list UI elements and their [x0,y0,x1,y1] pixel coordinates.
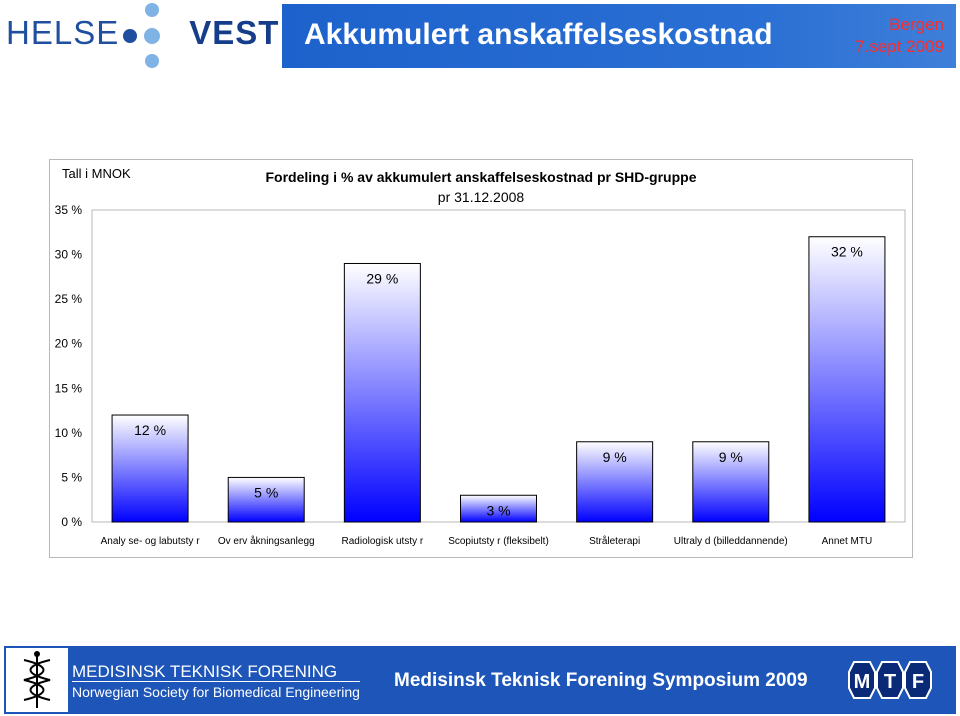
x-category-label: Stråleterapi [589,536,641,547]
data-label: 9 % [602,448,627,465]
data-label: 3 % [486,502,511,519]
org-name-no: MEDISINSK TEKNISK FORENING [72,662,338,681]
caduceus-emblem-icon [6,648,68,712]
mtf-logo-letter: F [911,671,925,693]
mtf-logo-icon [844,658,934,702]
bar-chart [50,160,912,557]
y-tick-label: 35 % [54,203,82,217]
bar [344,263,420,522]
y-tick-label: 0 % [61,515,82,529]
x-category-label: Radiologisk utsty r [341,536,424,547]
chart-subtitle: pr 31.12.2008 [437,189,525,205]
place-text: Bergen [889,15,944,34]
data-label: 32 % [830,243,863,260]
data-label: 29 % [366,270,399,287]
x-category-label: Scopiutsty r (fleksibelt) [448,536,549,547]
helse-vest-logo [0,0,285,72]
mtf-logo-letter: T [883,671,897,693]
y-tick-label: 10 % [54,425,82,440]
chart-frame [49,159,913,558]
org-name [72,662,360,702]
org-name-en: Norwegian Society for Biomedical Engineering [72,681,360,702]
chart-title: Fordeling i % av akkumulert anskaffelseskostnad pr SHD-gruppe [265,169,697,185]
header [0,0,960,72]
page-title: Akkumulert anskaffelseskostnad [304,18,773,51]
plot-area [55,203,905,547]
y-tick-label: 15 % [54,381,82,396]
plot-border [92,210,905,522]
logo-dots-icon [118,0,178,72]
logo-text-right: VEST [189,14,280,51]
x-category-label: Analy se- og labutsty r [100,536,200,547]
x-category-label: Ov erv åkningsanlegg [217,536,315,547]
logo-text-left: HELSE [6,14,120,51]
mtf-logo-letter: M [853,671,871,693]
y-tick-label: 20 % [54,336,82,351]
title-bar [282,4,956,68]
unit-note: Tall i MNOK [62,166,131,181]
data-label: 9 % [718,448,743,465]
place-date [855,14,944,58]
footer [4,646,956,714]
x-category-label: Ultraly d (billeddannende) [673,536,788,547]
date-text: 7.sept 2009 [855,37,944,56]
y-tick-label: 30 % [54,247,82,262]
y-tick-label: 5 % [61,470,82,485]
event-name: Medisinsk Teknisk Forening Symposium 2009 [394,670,808,691]
data-label: 12 % [134,422,167,439]
y-tick-label: 25 % [54,292,82,307]
x-category-label: Annet MTU [821,536,873,547]
bar [809,237,885,522]
data-label: 5 % [254,484,279,501]
